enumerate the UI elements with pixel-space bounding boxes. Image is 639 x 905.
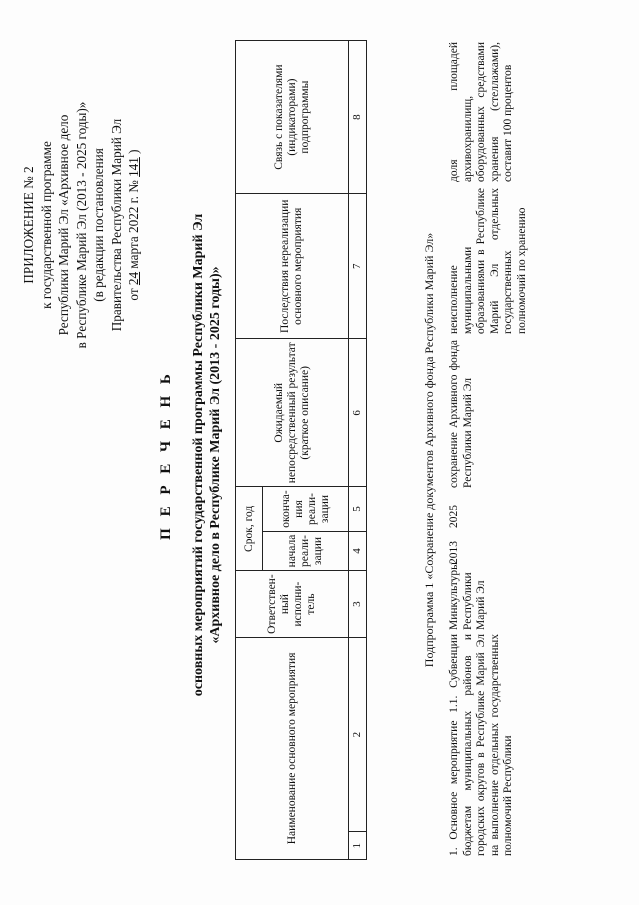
- rotated-sheet: [10, 20, 620, 890]
- approval-line-2: к государственной программе: [38, 141, 54, 309]
- approval-date-prefix: от: [126, 288, 141, 301]
- row-end-year: 2025: [448, 505, 460, 528]
- header-end: оконча-ния реали-зации: [263, 487, 349, 531]
- approval-line-1: ПРИЛОЖЕНИЕ № 2: [21, 166, 36, 284]
- measures-table: [235, 40, 367, 860]
- approval-line-7: [125, 75, 143, 375]
- row-start-year: 2013: [448, 541, 460, 564]
- header-result: Ожидаемый непосредственный результат (краткое описание): [236, 339, 349, 487]
- approval-number: 141: [126, 157, 141, 177]
- row-consequences: неисполнение муниципальными образованиями в Республике Марий Эл отдельных государственных полномочий по хранению: [448, 188, 528, 334]
- row-executor: Минкультуры Республики Марий Эл: [448, 562, 487, 630]
- approval-date-day: 24: [126, 271, 141, 286]
- column-number: 6: [349, 339, 367, 487]
- column-number: 5: [349, 487, 367, 531]
- header-consequences: Последствия нереализации основного мероприятия: [236, 194, 349, 339]
- row-result: сохранение Архивного фонда Республики Марий Эл: [448, 340, 474, 488]
- approval-line-6: Правительства Республики Марий Эл: [108, 118, 124, 332]
- approval-block: [20, 75, 143, 375]
- column-number: 4: [349, 531, 367, 571]
- header-start: начала реали-зации: [263, 531, 349, 571]
- subtitle-line-2: «Архивное дело в Республике Марий Эл (2013 - 2025 годы)»: [208, 266, 223, 644]
- subprogram-heading: Подпрограмма 1 «Сохранение документов Архивного фонда Республики Марий Эл»: [422, 232, 436, 668]
- row-indicator-link: доля площадей архивохранилищ, оборудованных средствами хранения (стеллажами), составит 100 процентов: [448, 42, 514, 182]
- column-number: 8: [349, 41, 367, 194]
- approval-line-3: Республики Марий Эл «Архивное дело: [56, 114, 71, 336]
- approval-date-month: марта 2022 г. №: [126, 180, 141, 269]
- approval-line-4: в Республике Марий Эл (2013 - 2025 годы)»: [73, 101, 89, 349]
- column-number: 2: [349, 637, 367, 832]
- subtitle-line-1: основных мероприятий государственной программы Республики Марий Эл: [191, 213, 206, 697]
- column-number-row: [349, 41, 367, 860]
- header-link: Связь с показателями (индикаторами) подпрограммы: [236, 41, 349, 194]
- header-term: Срок, год: [236, 487, 263, 571]
- column-number: 7: [349, 194, 367, 339]
- document-subtitle: [190, 80, 224, 830]
- approval-line-5: (в редакции постановления: [91, 148, 106, 302]
- header-executor: Ответствен-ный исполни-тель: [236, 571, 349, 638]
- approval-suffix: ): [126, 149, 141, 154]
- column-number: 3: [349, 571, 367, 638]
- row-measure-name: 1. Основное мероприятие 1.1. Субвенции бюджетам муниципальных районов и городских округов в Республике Марий Эл на выполнение отдельных государственных полномочий Республики: [448, 634, 514, 856]
- document-title: П Е Р Е Ч Е Н Ь: [158, 370, 174, 540]
- header-name: Наименование основного мероприятия: [236, 637, 349, 859]
- column-number: 1: [349, 832, 367, 860]
